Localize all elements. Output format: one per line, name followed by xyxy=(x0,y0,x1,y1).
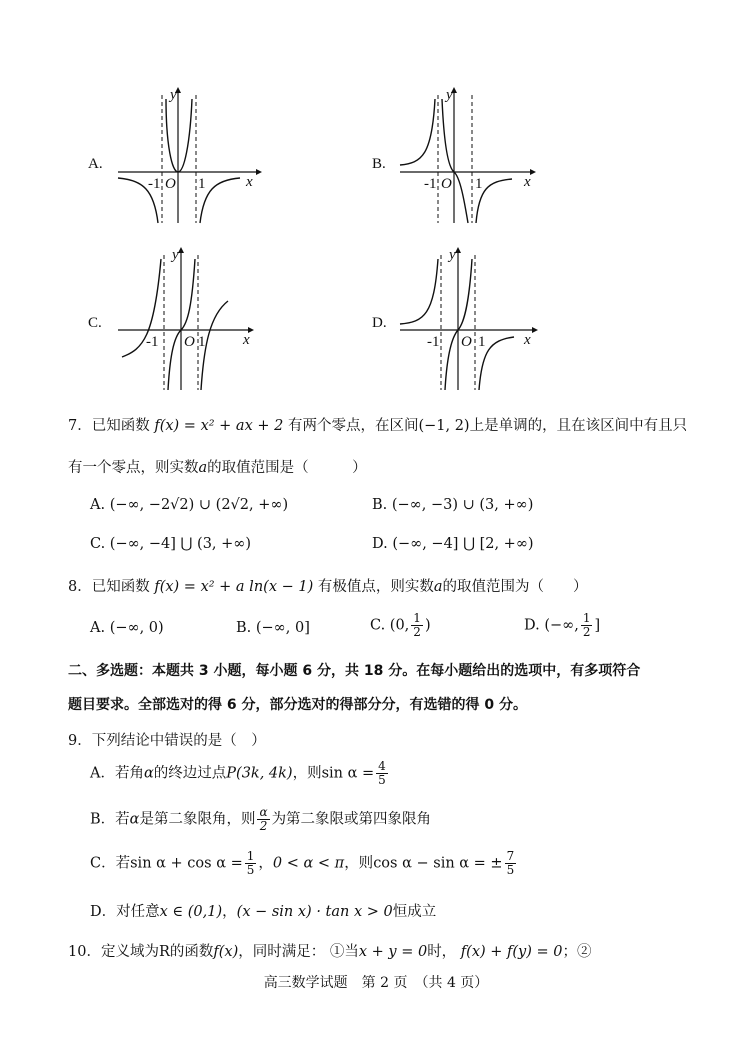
graph-b-neg-tick: -1 xyxy=(424,176,437,192)
option-var: α xyxy=(129,811,140,828)
question-7-interval: (−1, 2) xyxy=(418,418,470,434)
graph-c-pos-tick: 1 xyxy=(198,334,206,350)
graph-a-y-label: y xyxy=(170,87,177,103)
question-10-text-b: ，同时满足： xyxy=(238,944,326,960)
fraction-numerator: 7 xyxy=(506,849,515,863)
question-8-number: 8． xyxy=(68,579,92,595)
fraction-denominator: 2 xyxy=(413,625,421,639)
option-label: B. xyxy=(236,620,252,636)
option-label: C. xyxy=(90,536,106,552)
question-7-var: a xyxy=(198,460,208,476)
fraction-denominator: 5 xyxy=(378,773,386,787)
question-8-option-d xyxy=(524,612,600,639)
question-8-text-a: 已知函数 xyxy=(91,579,150,595)
question-10-number: 10． xyxy=(68,944,101,960)
question-10-condition-expr: x + y = 0 xyxy=(358,944,428,960)
option-label: D． xyxy=(90,904,117,920)
graph-b-x-label: x xyxy=(524,174,531,190)
fraction-denominator: 5 xyxy=(506,863,515,877)
option-label: D. xyxy=(372,536,388,552)
option-value-pre: (0, xyxy=(389,617,410,634)
fraction-numerator: 1 xyxy=(582,611,591,625)
graph-d-label: D. xyxy=(372,315,387,331)
option-text: 若 xyxy=(115,811,130,828)
option-label: D. xyxy=(524,617,540,634)
option-point: P(3k, 4k) xyxy=(226,765,293,782)
option-value-post: ] xyxy=(594,617,601,634)
option-label: C. xyxy=(370,617,386,634)
question-10-text-a: 定义域为R的函数 xyxy=(100,944,214,960)
graph-option-a xyxy=(88,85,268,225)
option-text: 若 xyxy=(115,855,131,872)
fraction xyxy=(257,806,269,833)
graph-a-pos-tick: 1 xyxy=(198,176,206,192)
question-7-line-2 xyxy=(68,456,367,477)
option-text: 对任意 xyxy=(116,904,160,920)
section-2-header-line-1: 二、多选题：本题共 3 小题，每小题 6 分，共 18 分。在每小题给出的选项中，有多项符合 xyxy=(68,663,641,679)
option-value-pre: (−∞, xyxy=(544,617,579,634)
question-7-text-b: 有两个零点，在区间 xyxy=(287,418,419,434)
question-8-function: f(x) = x² + a ln(x − 1) xyxy=(154,579,314,595)
option-expr: sin α + cos α = xyxy=(130,855,243,872)
option-expr: cos α − sin α = ± xyxy=(373,855,503,872)
question-9-option-c xyxy=(90,850,518,877)
option-value-post: ) xyxy=(424,617,431,634)
question-7-text-c: 上是单调的，且在该区间中有且只 xyxy=(469,418,688,434)
question-7-line-1 xyxy=(68,414,687,435)
graph-d-origin: O xyxy=(461,334,472,350)
option-var: α xyxy=(143,765,154,782)
option-text: 若角 xyxy=(114,765,144,782)
option-value: (−∞, −3) ∪ (3, +∞) xyxy=(391,497,534,513)
option-text: ，则 xyxy=(344,855,374,872)
option-text: ， xyxy=(222,904,237,920)
question-7-option-b xyxy=(372,497,533,513)
option-label: A． xyxy=(90,765,115,782)
graph-b-origin: O xyxy=(441,176,452,192)
question-8-var: a xyxy=(433,579,443,595)
graph-option-d xyxy=(372,245,552,395)
graph-a-x-label: x xyxy=(246,174,253,190)
question-9-text: 下列结论中错误的是（ ） xyxy=(91,733,266,749)
graph-option-b xyxy=(372,85,552,225)
graph-d-y-label: y xyxy=(449,247,456,263)
question-8-option-a xyxy=(90,620,164,636)
graph-d-neg-tick: -1 xyxy=(427,334,440,350)
option-value: (−∞, −2√2) ∪ (2√2, +∞) xyxy=(109,497,289,513)
question-9-stem xyxy=(68,729,266,750)
option-value: (−∞, 0) xyxy=(109,620,164,636)
graph-d-pos-tick: 1 xyxy=(478,334,486,350)
fraction xyxy=(581,612,593,639)
question-7-option-c xyxy=(90,536,251,552)
question-9-option-b xyxy=(90,806,431,833)
option-text: ，则 xyxy=(292,765,322,782)
page-footer: 高三数学试题 第 2 页 （共 4 页） xyxy=(263,975,489,991)
option-label: B． xyxy=(90,811,116,828)
fraction-denominator: 2 xyxy=(582,625,591,639)
section-2-header-line-2: 题目要求。全部选对的得 6 分，部分选对的得部分分，有选错的得 0 分。 xyxy=(68,697,527,713)
option-range: 0 < α < π xyxy=(272,855,345,872)
graph-c-y-label: y xyxy=(172,247,179,263)
graph-d-x-label: x xyxy=(524,332,531,348)
graph-c-neg-tick: -1 xyxy=(146,334,159,350)
question-7-line2-a: 有一个零点，则实数 xyxy=(68,460,199,476)
question-10-function: f(x) xyxy=(213,944,239,960)
question-7-option-d xyxy=(372,536,534,552)
graph-a-label: A. xyxy=(88,156,103,172)
question-10-condition-c: ；② xyxy=(562,944,592,960)
option-value: (−∞, −4] ⋃ [2, +∞) xyxy=(392,536,534,552)
option-expr: (x − sin x) · tan x > 0 xyxy=(236,904,393,920)
question-9-option-d xyxy=(90,900,436,921)
graph-b-pos-tick: 1 xyxy=(475,176,483,192)
question-8-line-1 xyxy=(68,575,588,596)
question-8-option-c xyxy=(370,612,431,639)
option-value: (−∞, −4] ⋃ (3, +∞) xyxy=(109,536,252,552)
question-9-number: 9． xyxy=(68,733,92,749)
question-7-text-a: 已知函数 xyxy=(91,418,150,434)
question-7-option-a xyxy=(90,497,288,513)
option-label: B. xyxy=(372,497,388,513)
question-9-option-a xyxy=(90,760,390,787)
graph-c-label: C. xyxy=(88,315,102,331)
fraction-denominator: 5 xyxy=(246,863,255,877)
option-text: 是第二象限角，则 xyxy=(139,811,256,828)
graph-c-origin: O xyxy=(184,334,195,350)
fraction xyxy=(376,760,388,787)
fraction xyxy=(505,850,517,877)
question-8-text-c: 的取值范围为（ ） xyxy=(442,579,588,595)
fraction-numerator: α xyxy=(259,805,268,819)
graph-c-x-label: x xyxy=(243,332,250,348)
question-7-line2-b: 的取值范围是（ ） xyxy=(207,460,367,476)
question-10-line-1 xyxy=(68,940,592,961)
question-10-condition-b: 时， xyxy=(427,944,457,960)
option-text: 为第二象限或第四象限角 xyxy=(271,811,432,828)
option-text: 恒成立 xyxy=(392,904,437,920)
option-text: ， xyxy=(258,855,273,872)
question-7-function: f(x) = x² + ax + 2 xyxy=(154,418,284,434)
option-text: 的终边过点 xyxy=(153,765,227,782)
fraction-numerator: 4 xyxy=(378,759,386,773)
option-value: (−∞, 0] xyxy=(255,620,310,636)
option-domain: x ∈ (0,1) xyxy=(159,904,223,920)
graph-a-neg-tick: -1 xyxy=(148,176,161,192)
option-label: A. xyxy=(90,620,106,636)
option-label: C． xyxy=(90,855,116,872)
fraction-denominator: 2 xyxy=(259,819,268,833)
option-expr: sin α = xyxy=(321,765,375,782)
graph-b-y-label: y xyxy=(446,87,453,103)
question-8-text-b: 有极值点，则实数 xyxy=(317,579,434,595)
option-label: A. xyxy=(90,497,106,513)
fraction-numerator: 1 xyxy=(246,849,255,863)
question-10-condition-eq: f(x) + f(y) = 0 xyxy=(460,944,563,960)
graph-a-origin: O xyxy=(165,176,176,192)
graph-b-label: B. xyxy=(372,156,386,172)
fraction-numerator: 1 xyxy=(413,611,421,625)
question-7-number: 7． xyxy=(68,418,92,434)
question-8-option-b xyxy=(236,620,310,636)
fraction xyxy=(245,850,257,877)
graph-option-c xyxy=(88,245,268,395)
fraction xyxy=(411,612,423,639)
question-10-condition: ①当 xyxy=(329,944,359,960)
